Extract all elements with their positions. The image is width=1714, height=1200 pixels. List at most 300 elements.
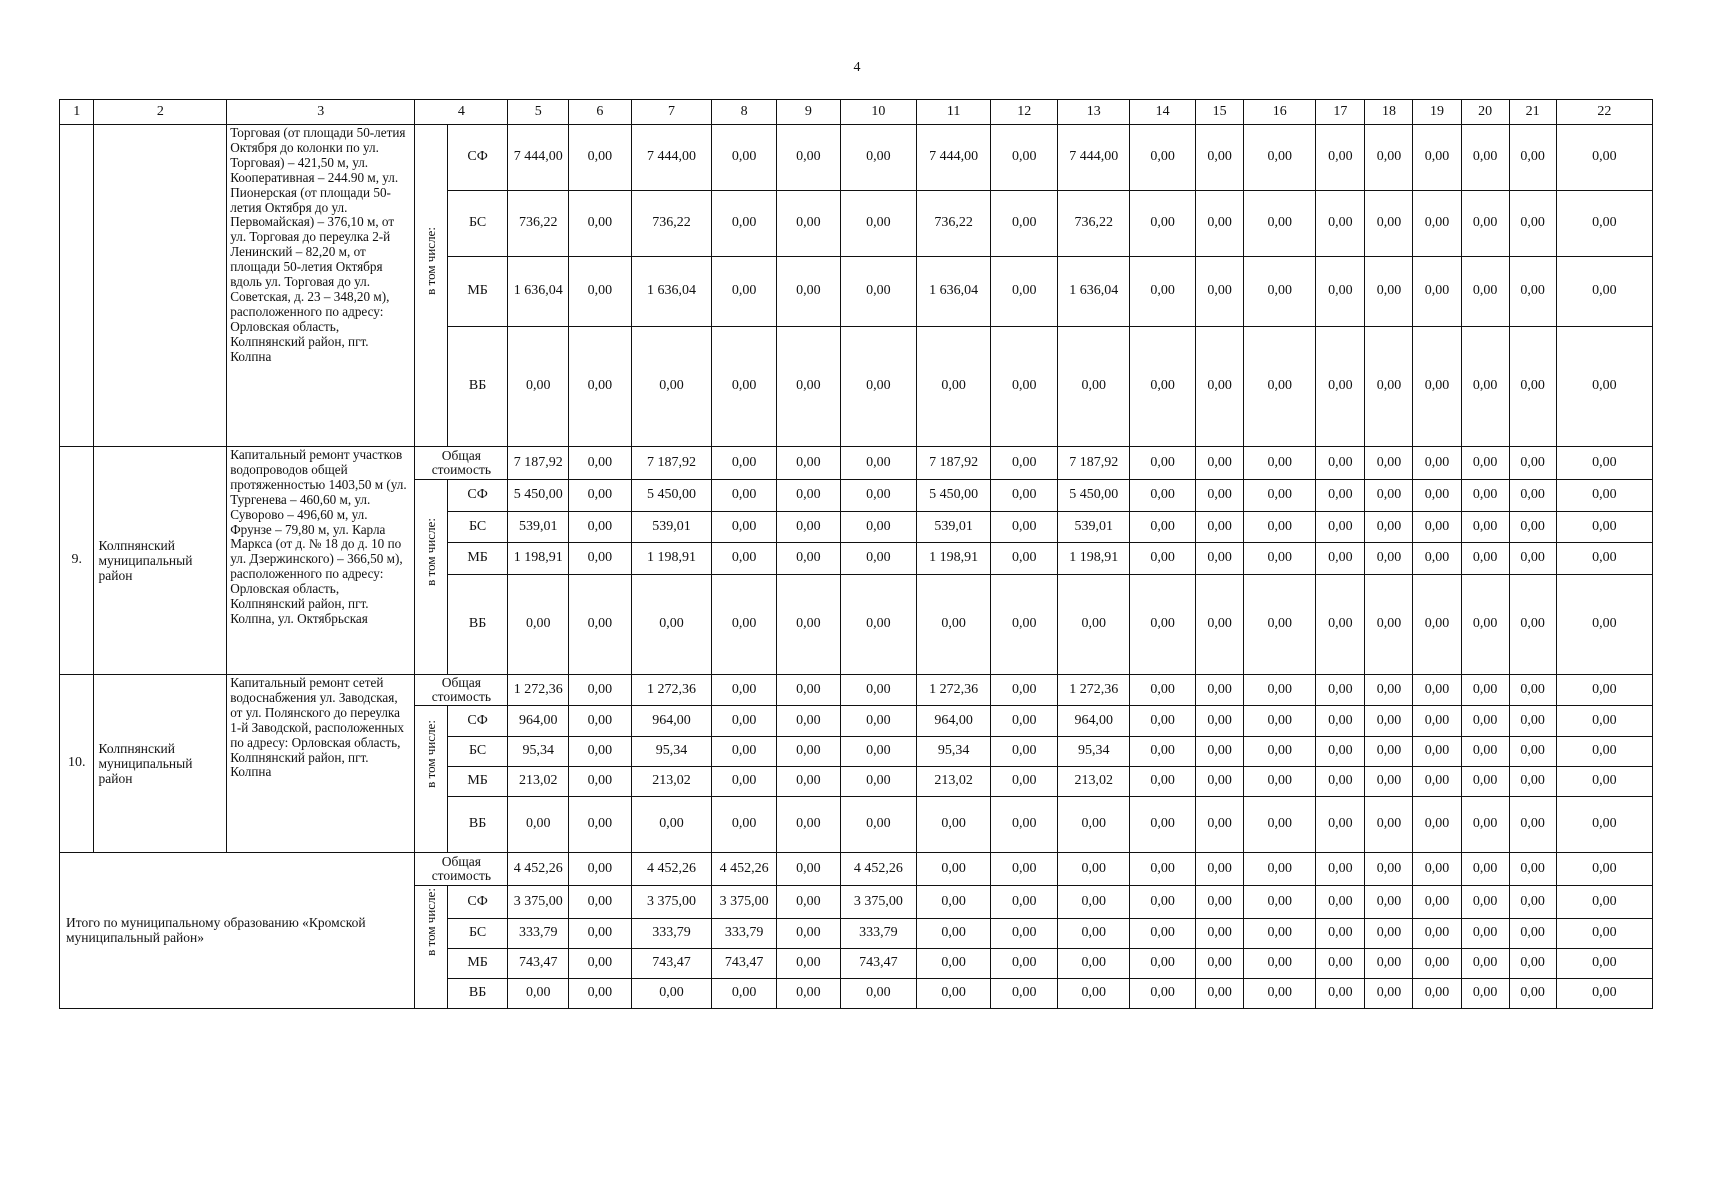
value-cell: 0,00 xyxy=(991,979,1058,1009)
value-cell: 0,00 xyxy=(1461,257,1509,327)
value-cell: 0,00 xyxy=(1196,737,1244,767)
value-cell: 0,00 xyxy=(569,543,632,575)
value-cell: 0,00 xyxy=(1556,191,1652,257)
value-cell: 4 452,26 xyxy=(712,853,777,886)
including-text: в том числе: xyxy=(423,720,439,788)
value-cell: 0,00 xyxy=(1196,767,1244,797)
value-cell: 0,00 xyxy=(1130,257,1196,327)
value-cell: 1 636,04 xyxy=(508,257,569,327)
value-cell: 0,00 xyxy=(631,797,711,853)
value-cell: 0,00 xyxy=(1413,257,1461,327)
value-cell: 964,00 xyxy=(1058,706,1130,737)
value-cell: 0,00 xyxy=(1413,327,1461,447)
col-header: 6 xyxy=(569,100,632,125)
value-cell: 0,00 xyxy=(840,575,916,675)
value-cell: 0,00 xyxy=(1413,125,1461,191)
value-cell: 0,00 xyxy=(917,853,991,886)
value-cell: 0,00 xyxy=(1509,480,1556,512)
value-cell: 0,00 xyxy=(991,125,1058,191)
value-cell: 0,00 xyxy=(1130,125,1196,191)
value-cell: 0,00 xyxy=(1130,853,1196,886)
value-cell: 0,00 xyxy=(1196,575,1244,675)
value-cell: 1 198,91 xyxy=(917,543,991,575)
value-cell: 0,00 xyxy=(991,447,1058,480)
value-cell: 0,00 xyxy=(1130,191,1196,257)
value-cell: 0,00 xyxy=(1365,575,1413,675)
value-cell: 0,00 xyxy=(777,327,841,447)
fund-label: МБ xyxy=(447,257,508,327)
value-cell: 0,00 xyxy=(712,191,777,257)
value-cell: 213,02 xyxy=(631,767,711,797)
value-cell: 1 272,36 xyxy=(1058,675,1130,706)
value-cell: 0,00 xyxy=(712,737,777,767)
value-cell: 0,00 xyxy=(1058,327,1130,447)
value-cell: 0,00 xyxy=(569,853,632,886)
value-cell: 213,02 xyxy=(917,767,991,797)
value-cell: 0,00 xyxy=(1058,886,1130,919)
value-cell: 0,00 xyxy=(777,767,841,797)
value-cell: 0,00 xyxy=(1509,675,1556,706)
fund-label: МБ xyxy=(447,543,508,575)
value-cell: 0,00 xyxy=(1556,706,1652,737)
value-cell: 0,00 xyxy=(991,949,1058,979)
value-cell: 0,00 xyxy=(1244,447,1316,480)
value-cell: 0,00 xyxy=(917,949,991,979)
value-cell: 0,00 xyxy=(1556,919,1652,949)
value-cell: 0,00 xyxy=(712,257,777,327)
value-cell: 0,00 xyxy=(1130,327,1196,447)
value-cell: 0,00 xyxy=(1509,512,1556,543)
value-cell: 0,00 xyxy=(991,191,1058,257)
value-cell: 95,34 xyxy=(508,737,569,767)
value-cell: 1 636,04 xyxy=(1058,257,1130,327)
value-cell: 0,00 xyxy=(840,543,916,575)
value-cell: 0,00 xyxy=(1556,543,1652,575)
value-cell: 0,00 xyxy=(991,919,1058,949)
value-cell: 0,00 xyxy=(1461,979,1509,1009)
value-cell: 0,00 xyxy=(712,125,777,191)
value-cell: 0,00 xyxy=(1556,853,1652,886)
total-cost-label: Общая стоимость xyxy=(415,853,508,886)
value-cell: 0,00 xyxy=(1509,706,1556,737)
value-cell: 736,22 xyxy=(1058,191,1130,257)
value-cell: 4 452,26 xyxy=(840,853,916,886)
value-cell: 964,00 xyxy=(508,706,569,737)
value-cell: 0,00 xyxy=(569,797,632,853)
value-cell: 7 444,00 xyxy=(1058,125,1130,191)
value-cell: 0,00 xyxy=(712,979,777,1009)
value-cell: 743,47 xyxy=(631,949,711,979)
value-cell: 0,00 xyxy=(777,512,841,543)
value-cell: 0,00 xyxy=(1244,480,1316,512)
col-header: 11 xyxy=(917,100,991,125)
value-cell: 743,47 xyxy=(508,949,569,979)
value-cell: 0,00 xyxy=(1365,543,1413,575)
value-cell: 0,00 xyxy=(1130,979,1196,1009)
table-row xyxy=(60,853,1653,886)
value-cell: 0,00 xyxy=(1509,767,1556,797)
value-cell: 0,00 xyxy=(1365,706,1413,737)
value-cell: 95,34 xyxy=(917,737,991,767)
value-cell: 0,00 xyxy=(777,675,841,706)
value-cell: 0,00 xyxy=(1365,191,1413,257)
value-cell: 0,00 xyxy=(1509,447,1556,480)
value-cell: 0,00 xyxy=(1509,919,1556,949)
value-cell: 0,00 xyxy=(1316,979,1365,1009)
value-cell: 0,00 xyxy=(1413,853,1461,886)
value-cell: 0,00 xyxy=(1413,543,1461,575)
col-header: 17 xyxy=(1316,100,1365,125)
value-cell: 0,00 xyxy=(1413,512,1461,543)
value-cell: 0,00 xyxy=(917,575,991,675)
fund-label: ВБ xyxy=(447,575,508,675)
value-cell: 0,00 xyxy=(1316,191,1365,257)
value-cell: 0,00 xyxy=(508,979,569,1009)
value-cell: 0,00 xyxy=(1244,797,1316,853)
value-cell: 0,00 xyxy=(1509,327,1556,447)
col-header: 10 xyxy=(840,100,916,125)
value-cell: 743,47 xyxy=(712,949,777,979)
value-cell: 0,00 xyxy=(1556,125,1652,191)
value-cell: 0,00 xyxy=(1058,949,1130,979)
value-cell: 3 375,00 xyxy=(712,886,777,919)
col-header: 15 xyxy=(1196,100,1244,125)
value-cell: 0,00 xyxy=(1461,706,1509,737)
value-cell: 0,00 xyxy=(631,979,711,1009)
value-cell: 0,00 xyxy=(1244,327,1316,447)
value-cell: 0,00 xyxy=(1244,575,1316,675)
value-cell: 0,00 xyxy=(1413,767,1461,797)
value-cell: 1 636,04 xyxy=(631,257,711,327)
value-cell: 0,00 xyxy=(1556,327,1652,447)
col-header: 18 xyxy=(1365,100,1413,125)
value-cell: 0,00 xyxy=(569,447,632,480)
value-cell: 7 187,92 xyxy=(508,447,569,480)
value-cell: 0,00 xyxy=(569,125,632,191)
value-cell: 0,00 xyxy=(1509,949,1556,979)
value-cell: 0,00 xyxy=(1556,886,1652,919)
value-cell: 3 375,00 xyxy=(631,886,711,919)
col-header: 20 xyxy=(1461,100,1509,125)
value-cell: 5 450,00 xyxy=(1058,480,1130,512)
value-cell: 0,00 xyxy=(1244,257,1316,327)
fund-label: ВБ xyxy=(447,979,508,1009)
value-cell: 0,00 xyxy=(631,575,711,675)
value-cell: 0,00 xyxy=(1196,853,1244,886)
value-cell: 0,00 xyxy=(1244,706,1316,737)
including-text: в том числе: xyxy=(423,518,439,586)
value-cell: 0,00 xyxy=(840,675,916,706)
value-cell: 736,22 xyxy=(508,191,569,257)
value-cell: 0,00 xyxy=(991,853,1058,886)
value-cell: 0,00 xyxy=(569,575,632,675)
total-cost-label: Общая стоимость xyxy=(415,447,508,480)
value-cell: 213,02 xyxy=(508,767,569,797)
value-cell: 0,00 xyxy=(712,675,777,706)
value-cell: 0,00 xyxy=(1196,675,1244,706)
value-cell: 0,00 xyxy=(991,512,1058,543)
value-cell: 0,00 xyxy=(1196,797,1244,853)
value-cell: 5 450,00 xyxy=(917,480,991,512)
value-cell: 333,79 xyxy=(712,919,777,949)
value-cell: 0,00 xyxy=(777,853,841,886)
value-cell: 5 450,00 xyxy=(508,480,569,512)
value-cell: 0,00 xyxy=(712,327,777,447)
value-cell: 539,01 xyxy=(508,512,569,543)
value-cell: 0,00 xyxy=(1461,949,1509,979)
value-cell: 0,00 xyxy=(840,327,916,447)
value-cell: 0,00 xyxy=(1461,853,1509,886)
value-cell: 0,00 xyxy=(1196,512,1244,543)
value-cell: 0,00 xyxy=(777,797,841,853)
value-cell: 0,00 xyxy=(569,257,632,327)
value-cell: 3 375,00 xyxy=(508,886,569,919)
value-cell: 0,00 xyxy=(840,447,916,480)
value-cell: 0,00 xyxy=(1196,886,1244,919)
fund-label: БС xyxy=(447,737,508,767)
value-cell: 333,79 xyxy=(631,919,711,949)
value-cell: 0,00 xyxy=(1316,447,1365,480)
value-cell: 0,00 xyxy=(840,797,916,853)
value-cell: 0,00 xyxy=(508,797,569,853)
value-cell: 0,00 xyxy=(1461,480,1509,512)
value-cell: 0,00 xyxy=(1365,737,1413,767)
value-cell: 0,00 xyxy=(991,575,1058,675)
value-cell: 0,00 xyxy=(1058,979,1130,1009)
value-cell: 0,00 xyxy=(1461,767,1509,797)
value-cell: 0,00 xyxy=(1461,447,1509,480)
value-cell: 0,00 xyxy=(1130,706,1196,737)
fund-label: МБ xyxy=(447,767,508,797)
municipality: Колпнянский муниципальный район xyxy=(94,447,227,675)
col-header: 1 xyxy=(60,100,94,125)
col-header: 8 xyxy=(712,100,777,125)
value-cell: 0,00 xyxy=(840,257,916,327)
value-cell: 0,00 xyxy=(508,575,569,675)
value-cell: 0,00 xyxy=(991,797,1058,853)
value-cell: 0,00 xyxy=(1365,886,1413,919)
fund-label: МБ xyxy=(447,949,508,979)
fund-label: БС xyxy=(447,191,508,257)
municipality xyxy=(94,125,227,447)
value-cell: 0,00 xyxy=(1316,512,1365,543)
value-cell: 0,00 xyxy=(712,575,777,675)
value-cell: 0,00 xyxy=(1461,675,1509,706)
fund-label: БС xyxy=(447,919,508,949)
value-cell: 743,47 xyxy=(840,949,916,979)
value-cell: 0,00 xyxy=(777,257,841,327)
value-cell: 0,00 xyxy=(1461,191,1509,257)
value-cell: 0,00 xyxy=(1556,512,1652,543)
value-cell: 0,00 xyxy=(991,480,1058,512)
value-cell: 0,00 xyxy=(777,919,841,949)
value-cell: 0,00 xyxy=(569,706,632,737)
including-label xyxy=(415,125,447,447)
value-cell: 0,00 xyxy=(1244,979,1316,1009)
value-cell: 0,00 xyxy=(1413,949,1461,979)
header-row xyxy=(60,100,1653,125)
value-cell: 0,00 xyxy=(569,886,632,919)
value-cell: 0,00 xyxy=(1413,737,1461,767)
value-cell: 964,00 xyxy=(917,706,991,737)
value-cell: 0,00 xyxy=(1413,575,1461,675)
value-cell: 0,00 xyxy=(917,327,991,447)
value-cell: 0,00 xyxy=(1244,767,1316,797)
col-header: 2 xyxy=(94,100,227,125)
value-cell: 0,00 xyxy=(1130,949,1196,979)
value-cell: 0,00 xyxy=(1244,949,1316,979)
value-cell: 0,00 xyxy=(991,737,1058,767)
value-cell: 0,00 xyxy=(1413,480,1461,512)
value-cell: 0,00 xyxy=(1509,737,1556,767)
value-cell: 0,00 xyxy=(991,327,1058,447)
including-text: в том числе: xyxy=(423,226,439,295)
col-header: 16 xyxy=(1244,100,1316,125)
value-cell: 0,00 xyxy=(1556,675,1652,706)
value-cell: 0,00 xyxy=(1316,543,1365,575)
value-cell: 0,00 xyxy=(1365,447,1413,480)
value-cell: 0,00 xyxy=(1196,257,1244,327)
value-cell: 0,00 xyxy=(1244,675,1316,706)
value-cell: 0,00 xyxy=(1461,797,1509,853)
value-cell: 0,00 xyxy=(1316,886,1365,919)
value-cell: 736,22 xyxy=(631,191,711,257)
value-cell: 0,00 xyxy=(1413,919,1461,949)
value-cell: 0,00 xyxy=(777,575,841,675)
value-cell: 0,00 xyxy=(1244,543,1316,575)
value-cell: 0,00 xyxy=(569,919,632,949)
value-cell: 0,00 xyxy=(777,706,841,737)
value-cell: 0,00 xyxy=(1509,575,1556,675)
value-cell: 0,00 xyxy=(840,767,916,797)
value-cell: 333,79 xyxy=(508,919,569,949)
value-cell: 0,00 xyxy=(1244,512,1316,543)
object-description: Капитальный ремонт сетей водоснабжения ул. Заводская, от ул. Полянского до переулка 1-й Заводской, расположенных по адресу: Орловская область, Колпнянский район, пгт. Колпна xyxy=(227,675,415,853)
value-cell: 95,34 xyxy=(631,737,711,767)
value-cell: 0,00 xyxy=(777,543,841,575)
row-number: 9. xyxy=(60,447,94,675)
value-cell: 0,00 xyxy=(1413,886,1461,919)
value-cell: 0,00 xyxy=(1365,797,1413,853)
value-cell: 964,00 xyxy=(631,706,711,737)
value-cell: 0,00 xyxy=(917,797,991,853)
value-cell: 0,00 xyxy=(1413,706,1461,737)
col-header: 4 xyxy=(415,100,508,125)
value-cell: 0,00 xyxy=(1365,919,1413,949)
value-cell: 5 450,00 xyxy=(631,480,711,512)
value-cell: 0,00 xyxy=(991,543,1058,575)
value-cell: 0,00 xyxy=(1365,979,1413,1009)
value-cell: 0,00 xyxy=(1244,886,1316,919)
value-cell: 0,00 xyxy=(1413,797,1461,853)
value-cell: 0,00 xyxy=(1196,949,1244,979)
value-cell: 0,00 xyxy=(1130,767,1196,797)
value-cell: 0,00 xyxy=(1556,480,1652,512)
value-cell: 0,00 xyxy=(1461,512,1509,543)
row-number xyxy=(60,125,94,447)
fund-label: СФ xyxy=(447,480,508,512)
including-label xyxy=(415,706,447,853)
value-cell: 0,00 xyxy=(1556,979,1652,1009)
col-header: 5 xyxy=(508,100,569,125)
value-cell: 0,00 xyxy=(1509,979,1556,1009)
value-cell: 539,01 xyxy=(1058,512,1130,543)
table-row xyxy=(60,125,1653,191)
value-cell: 0,00 xyxy=(1509,257,1556,327)
page-number: 4 xyxy=(853,60,861,75)
value-cell: 0,00 xyxy=(1196,919,1244,949)
including-label xyxy=(415,886,447,1009)
value-cell: 7 187,92 xyxy=(1058,447,1130,480)
value-cell: 0,00 xyxy=(777,125,841,191)
value-cell: 0,00 xyxy=(1509,543,1556,575)
value-cell: 736,22 xyxy=(917,191,991,257)
value-cell: 0,00 xyxy=(1556,447,1652,480)
value-cell: 0,00 xyxy=(1130,737,1196,767)
value-cell: 0,00 xyxy=(569,512,632,543)
value-cell: 4 452,26 xyxy=(508,853,569,886)
col-header: 19 xyxy=(1413,100,1461,125)
value-cell: 0,00 xyxy=(1130,886,1196,919)
value-cell: 0,00 xyxy=(631,327,711,447)
value-cell: 0,00 xyxy=(840,737,916,767)
value-cell: 539,01 xyxy=(917,512,991,543)
value-cell: 0,00 xyxy=(1130,543,1196,575)
value-cell: 0,00 xyxy=(1316,675,1365,706)
value-cell: 0,00 xyxy=(712,480,777,512)
value-cell: 0,00 xyxy=(569,979,632,1009)
value-cell: 0,00 xyxy=(1365,853,1413,886)
value-cell: 0,00 xyxy=(1365,767,1413,797)
object-description: Торговая (от площади 50-летия Октября до колонки по ул. Торговая) – 421,50 м, ул. Кооперативная – 244.90 м, ул. Пионерская (от площади 50-летия Октября до ул. Первомайская) – 376,10 м, от ул. Торговая до переулка 2-й Ленинский – 82,20 м, от площади 50-летия Октября вдоль ул. Торговая до ул. Советская, д. 23 – 348,20 м), расположенного по адресу: Орловская область, Колпнянский район, пгт. Колпна xyxy=(227,125,415,447)
value-cell: 0,00 xyxy=(712,797,777,853)
value-cell: 0,00 xyxy=(1365,257,1413,327)
value-cell: 0,00 xyxy=(1509,886,1556,919)
value-cell: 0,00 xyxy=(1365,480,1413,512)
fund-label: ВБ xyxy=(447,327,508,447)
value-cell: 0,00 xyxy=(1130,575,1196,675)
value-cell: 0,00 xyxy=(712,543,777,575)
value-cell: 0,00 xyxy=(1365,327,1413,447)
value-cell: 1 272,36 xyxy=(917,675,991,706)
value-cell: 0,00 xyxy=(1244,191,1316,257)
value-cell: 0,00 xyxy=(991,675,1058,706)
value-cell: 0,00 xyxy=(840,706,916,737)
value-cell: 0,00 xyxy=(1058,853,1130,886)
value-cell: 0,00 xyxy=(917,979,991,1009)
value-cell: 0,00 xyxy=(1556,767,1652,797)
value-cell: 0,00 xyxy=(1556,575,1652,675)
value-cell: 0,00 xyxy=(777,886,841,919)
value-cell: 0,00 xyxy=(840,979,916,1009)
value-cell: 0,00 xyxy=(1509,797,1556,853)
municipality: Колпнянский муниципальный район xyxy=(94,675,227,853)
fund-label: СФ xyxy=(447,706,508,737)
value-cell: 539,01 xyxy=(631,512,711,543)
budget-table xyxy=(59,99,1653,1009)
value-cell: 0,00 xyxy=(1413,675,1461,706)
value-cell: 0,00 xyxy=(1316,575,1365,675)
value-cell: 0,00 xyxy=(777,737,841,767)
value-cell: 0,00 xyxy=(917,886,991,919)
value-cell: 0,00 xyxy=(569,767,632,797)
value-cell: 0,00 xyxy=(777,191,841,257)
value-cell: 0,00 xyxy=(1461,886,1509,919)
value-cell: 7 444,00 xyxy=(508,125,569,191)
value-cell: 1 636,04 xyxy=(917,257,991,327)
value-cell: 7 444,00 xyxy=(917,125,991,191)
value-cell: 0,00 xyxy=(1461,737,1509,767)
